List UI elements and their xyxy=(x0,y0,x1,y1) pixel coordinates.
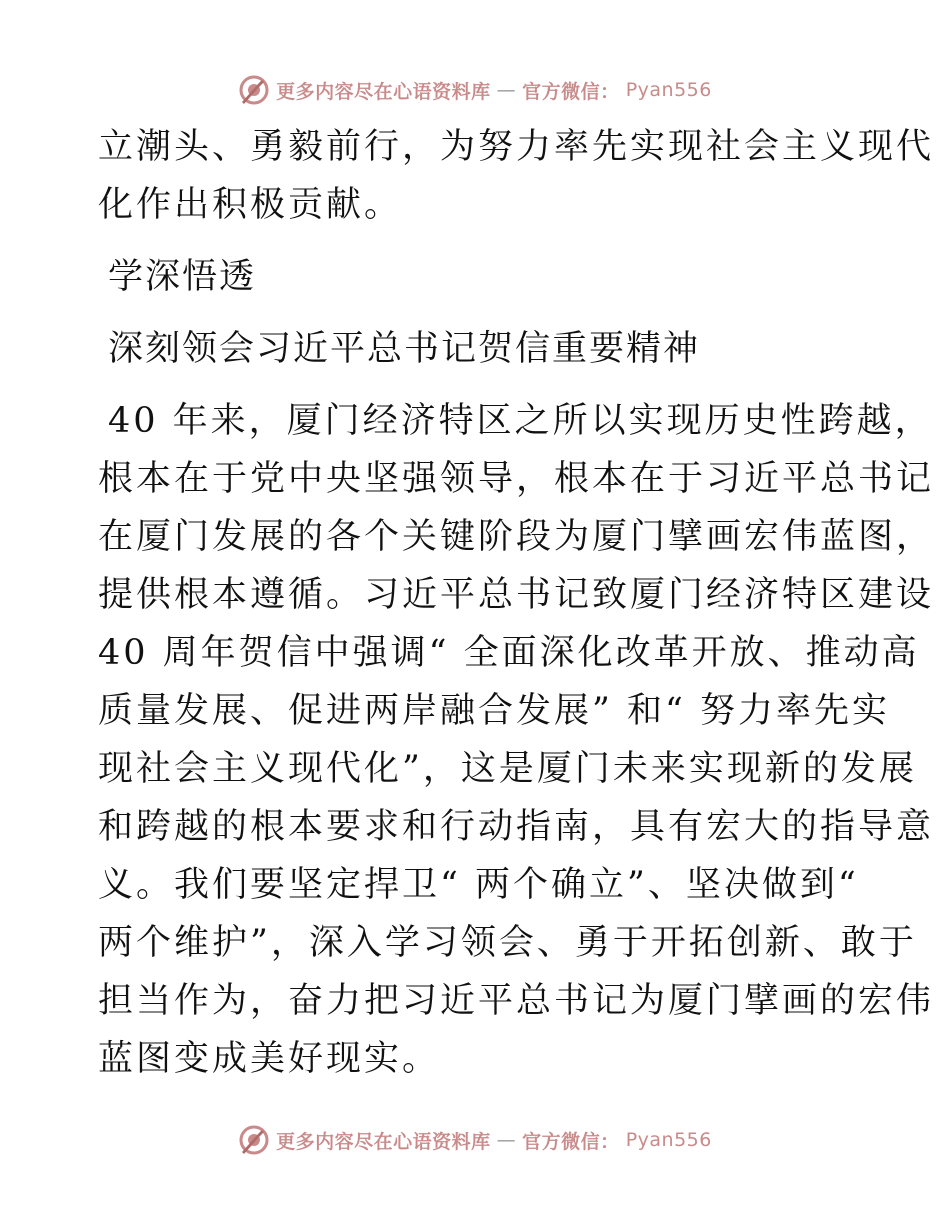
paragraph-line: 义。我们要坚定捍卫“ 两个确立”、坚决做到“ xyxy=(98,865,859,905)
section-subtitle: 深刻领会习近平总书记贺信重要精神 xyxy=(108,329,701,369)
watermark-main-text: 更多内容尽在心语资料库 xyxy=(276,80,491,103)
watermark-separator: — xyxy=(496,79,517,101)
paragraph-line: 根本在于党中央坚强领导，根本在于习近平总书记 xyxy=(98,459,935,499)
paragraph-2 xyxy=(98,392,935,1088)
watermark-label: 官方微信： xyxy=(522,80,620,103)
paragraph-line: 质量发展、促进两岸融合发展” 和“ 努力率先实 xyxy=(98,691,891,731)
footer-watermark xyxy=(0,1120,950,1160)
paragraph-line: 40 年来，厦门经济特区之所以实现历史性跨越， xyxy=(108,401,933,441)
watermark-label: 官方微信： xyxy=(522,1130,620,1153)
quill-pen-logo-icon xyxy=(238,1124,270,1156)
header-watermark xyxy=(0,70,950,110)
paragraph-line: 40 周年贺信中强调“ 全面深化改革开放、推动高 xyxy=(98,633,920,673)
paragraph-line: 立潮头、勇毅前行，为努力率先实现社会主义现代 xyxy=(98,127,935,167)
paragraph-line: 提供根本遵循。习近平总书记致厦门经济特区建设 xyxy=(98,575,935,615)
quill-pen-logo-icon xyxy=(238,74,270,106)
paragraph-line: 两个维护”，深入学习领会、勇于开拓创新、敢于 xyxy=(98,923,917,963)
document-body xyxy=(98,118,935,1088)
watermark-main-text: 更多内容尽在心语资料库 xyxy=(276,1130,491,1153)
watermark-handle: Pyan556 xyxy=(625,1129,712,1151)
section-title: 学深悟透 xyxy=(108,257,257,297)
watermark-handle: Pyan556 xyxy=(625,79,712,101)
paragraph-1 xyxy=(98,118,935,234)
watermark-separator: — xyxy=(496,1129,517,1151)
paragraph-line: 在厦门发展的各个关键阶段为厦门擘画宏伟蓝图， xyxy=(98,517,935,557)
paragraph-line: 化作出积极贡献。 xyxy=(98,185,403,225)
paragraph-line: 担当作为，奋力把习近平总书记为厦门擘画的宏伟 xyxy=(98,981,935,1021)
paragraph-line: 蓝图变成美好现实。 xyxy=(98,1039,441,1079)
paragraph-line: 和跨越的根本要求和行动指南，具有宏大的指导意 xyxy=(98,807,935,847)
paragraph-line: 现社会主义现代化”，这是厦门未来实现新的发展 xyxy=(98,749,917,789)
